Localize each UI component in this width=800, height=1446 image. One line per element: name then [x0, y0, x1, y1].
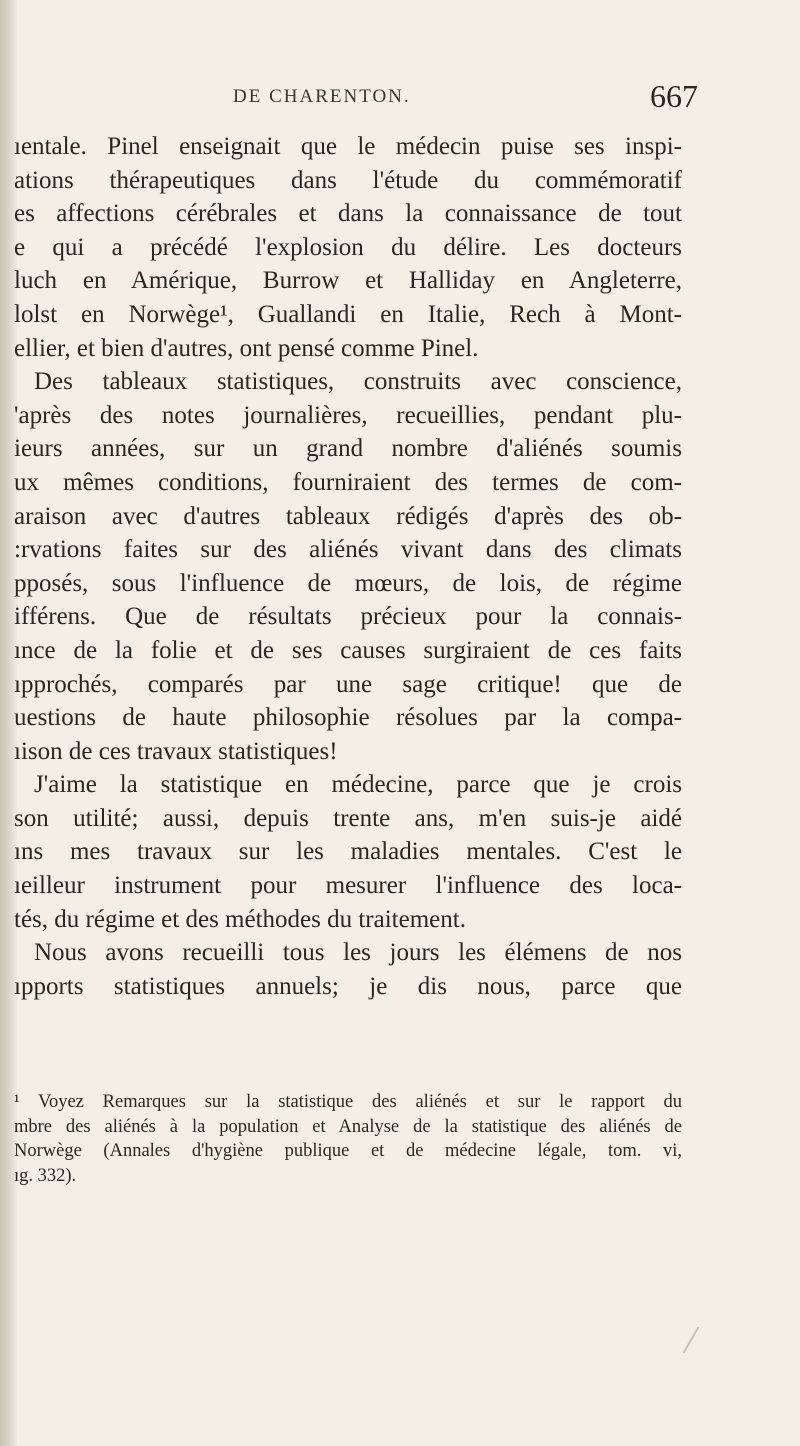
- text-line: ınce de la folie et de ses causes surgiraient de ces faits: [14, 636, 682, 664]
- text-line: tés, du régime et des méthodes du traitement.: [14, 905, 466, 933]
- text-line: ıeilleur instrument pour mesurer l'influence des loca-: [14, 872, 682, 900]
- text-line: es affections cérébrales et dans la connaissance de tout: [14, 200, 682, 228]
- page-header: [0, 78, 800, 122]
- text-line: luch en Amérique, Burrow et Halliday en Angleterre,: [14, 267, 682, 295]
- text-line: araison avec d'autres tableaux rédigés d'après des ob-: [14, 502, 682, 530]
- text-line: ieurs années, sur un grand nombre d'aliénés soumis: [14, 435, 682, 463]
- text-line: ıns mes travaux sur les maladies mentales. C'est le: [14, 838, 682, 866]
- running-title: DE CHARENTON.: [233, 86, 411, 107]
- text-line: ıpports statistiques annuels; je dis nous, parce que: [14, 972, 682, 1000]
- text-line: son utilité; aussi, depuis trente ans, m'en suis-je aidé: [14, 804, 682, 832]
- text-line: ifférens. Que de résultats précieux pour la connais-: [14, 603, 682, 631]
- text-line: Nous avons recueilli tous les jours les élémens de nos: [34, 939, 682, 967]
- text-line: Des tableaux statistiques, construits avec conscience,: [34, 368, 682, 396]
- text-line: ux mêmes conditions, fourniraient des termes de com-: [14, 468, 682, 496]
- footnote-line: Norwège (Annales d'hygiène publique et de médecine légale, tom. vi,: [14, 1141, 682, 1161]
- footnote-line: mbre des aliénés à la population et Analyse de la statistique des aliénés de: [14, 1116, 682, 1137]
- text-line: ıentale. Pinel enseignait que le médecin puise ses inspi-: [14, 133, 682, 160]
- text-line: ations thérapeutiques dans l'étude du commémoratif: [14, 166, 682, 194]
- body-text: [14, 130, 682, 1003]
- text-line: :rvations faites sur des aliénés vivant dans des climats: [14, 536, 682, 564]
- text-line: lolst en Norwège¹, Guallandi en Italie, Rech à Mont-: [14, 300, 682, 328]
- footnote-line: ıg. 332).: [14, 1165, 77, 1186]
- text-line: pposés, sous l'influence de mœurs, de lois, de régime: [14, 569, 682, 597]
- text-line: ıpprochés, comparés par une sage critique! que de: [14, 670, 682, 698]
- text-line: e qui a précédé l'explosion du délire. Les docteurs: [14, 233, 682, 261]
- text-line: ellier, et bien d'autres, ont pensé comme Pinel.: [14, 334, 479, 362]
- text-line: J'aime la statistique en médecine, parce que je crois: [34, 771, 682, 799]
- text-line: uestions de haute philosophie résolues par la compa-: [14, 704, 682, 732]
- page-number: 667: [650, 78, 698, 114]
- text-line: 'après des notes journalières, recueillies, pendant plu-: [14, 401, 682, 429]
- text-line: ıison de ces travaux statistiques!: [14, 737, 338, 765]
- footnotes: [14, 1090, 682, 1188]
- pencil-mark: [683, 1327, 700, 1354]
- footnote-line: ¹ Voyez Remarques sur la statistique des aliénés et sur le rapport du: [14, 1092, 682, 1112]
